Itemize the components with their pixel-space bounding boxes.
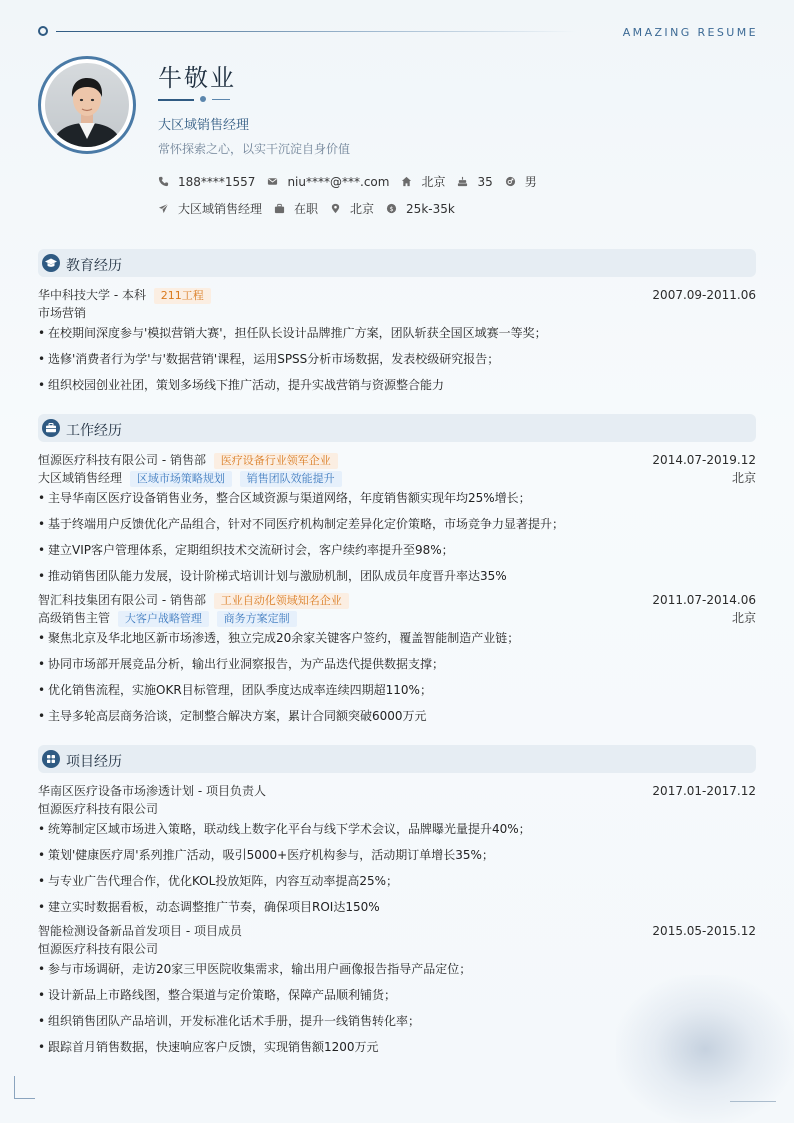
section-header-work [38,414,756,442]
grid-icon [42,750,60,768]
avatar [38,56,136,154]
phone-item [158,175,255,189]
location-item [401,173,445,190]
list-item: • 协同市场部开展竞品分析，输出行业洞察报告，为产品迭代提供数据支撑； [38,656,766,672]
svg-text:$: $ [389,204,394,213]
age-value: 35 [477,174,493,189]
section-header-projects [38,745,756,773]
job-city: 北京 [731,471,756,485]
target-position-item [158,200,262,217]
project-company-row [38,801,756,817]
cake-icon [457,176,468,187]
list-item: • 主导多轮高层商务洽谈，定制整合解决方案，累计合同额突破6000万元 [38,708,766,724]
footer-rule [730,1101,776,1102]
motto: 常怀探索之心，以实干沉淀自身价值 [158,142,351,156]
list-item: • 主导华南区医疗设备销售业务，整合区域资源与渠道网络，年度销售额实现年均25%增长； [38,490,766,506]
list-item: • 设计新品上市路线图，整合渠道与定价策略，保障产品顺利铺货； [38,987,766,1003]
project-name-role: 智能检测设备新品首发项目 - 项目成员 [38,924,242,938]
person-portrait-icon [45,63,129,147]
briefcase-icon [274,203,285,214]
skill-tag: 商务方案定制 [217,611,297,627]
section-title: 项目经历 [66,754,122,770]
status-value: 在职 [294,202,319,216]
project-company: 恒源医疗科技有限公司 [38,942,159,956]
target-city-item [330,200,374,217]
list-item: • 在校期间深度参与'模拟营销大赛'，担任队长设计品牌推广方案，团队斩获全国区域赛一等奖； [38,325,766,341]
mail-icon [267,176,278,187]
project-period: 2017.01-2017.12 [652,784,756,798]
major-row [38,305,756,321]
phone-value: 188****1557 [178,174,256,189]
job-position-row [38,610,756,626]
location-value: 北京 [421,175,446,189]
skill-tag: 销售团队效能提升 [240,471,342,487]
job-period: 2011.07-2014.06 [652,593,756,607]
job-city: 北京 [731,611,756,625]
briefcase-icon [42,419,60,437]
list-item: • 选修'消费者行为学'与'数据营销'课程，运用SPSS分析市场数据，发表校级研究报告； [38,351,766,367]
gender-icon [505,176,516,187]
list-item: • 统筹制定区域市场进入策略，联动线上数字化平台与线下学术会议，品牌曝光量提升40%； [38,821,766,837]
school-tag: 211工程 [154,288,211,304]
section-header-education [38,249,756,277]
job-period: 2014.07-2019.12 [652,453,756,467]
project-period: 2015.05-2015.12 [652,924,756,938]
list-item: • 基于终端用户反馈优化产品组合，针对不同医疗机构制定差异化定价策略，市场竞争力显著提升； [38,516,766,532]
job-header-row [38,592,756,608]
list-item: • 与专业广告代理合作，优化KOL投放矩阵，内容互动率提高25%； [38,873,766,889]
ring-ornament [38,26,48,36]
map-pin-icon [330,203,341,214]
job-header-row [38,452,756,468]
position: 高级销售主管 [38,611,111,625]
list-item: • 建立VIP客户管理体系，定期组织技术交流研讨会，客户续约率提升至98%； [38,542,766,558]
company-dept: 智汇科技集团有限公司 - 销售部 [38,593,206,607]
gender-item [505,173,537,190]
position: 大区域销售经理 [38,471,123,485]
money-icon [386,203,397,214]
list-item: • 聚焦北京及华北地区新市场渗透，独立完成20余家关键客户签约，覆盖智能制造产业链； [38,630,766,646]
corner-ornament [14,1076,35,1099]
list-item: • 参与市场调研，走访20家三甲医院收集需求，输出用户画像报告指导产品定位； [38,961,766,977]
avatar-photo [45,63,129,147]
contact-row [158,173,549,190]
education-header-row [38,287,756,303]
list-item: • 跟踪首月销售数据，快速响应客户反馈，实现销售额1200万元 [38,1039,766,1055]
job-position-row [38,470,756,486]
salary-value: 25k-35k [406,201,455,216]
brand-label: AMAZING RESUME [622,26,758,39]
target-city-value: 北京 [350,202,375,216]
company-tag: 工业自动化领域知名企业 [214,593,349,609]
list-item: • 组织校园创业社团，策划多场线下推广活动，提升实战营销与资源整合能力 [38,377,766,393]
list-item: • 组织销售团队产品培训，开发标准化话术手册，提升一线销售转化率； [38,1013,766,1029]
top-decoration [38,26,758,38]
target-position-value: 大区域销售经理 [178,202,263,216]
project-header-row [38,783,756,799]
send-icon [158,203,169,214]
gender-value: 男 [524,175,537,189]
company-dept: 恒源医疗科技有限公司 - 销售部 [38,453,206,467]
email-value: niu****@***.com [287,174,390,189]
project-name-role: 华南区医疗设备市场渗透计划 - 项目负责人 [38,784,266,798]
school-degree: 华中科技大学 - 本科 [38,288,146,302]
status-item [274,200,318,217]
skill-tag: 大客户战略管理 [118,611,209,627]
list-item: • 推动销售团队能力发展，设计阶梯式培训计划与激励机制，团队成员年度晋升率达35% [38,568,766,584]
list-item: • 优化销售流程，实施OKR目标管理，团队季度达成率连续四期超110%； [38,682,766,698]
salary-item [386,202,455,216]
major: 市场营销 [38,306,87,320]
home-icon [401,176,412,187]
candidate-name: 牛敬业 [158,64,236,92]
section-title: 教育经历 [66,258,122,274]
company-tag: 医疗设备行业领军企业 [214,453,338,469]
project-company-row [38,941,756,957]
section-title: 工作经历 [66,423,122,439]
list-item: • 建立实时数据看板，动态调整推广节奏，确保项目ROI达150% [38,899,766,915]
education-period: 2007.09-2011.06 [652,288,756,302]
age-item [457,175,492,189]
job-title: 大区域销售经理 [158,118,250,133]
name-underline-decoration [158,96,238,104]
phone-icon [158,176,169,187]
project-company: 恒源医疗科技有限公司 [38,802,159,816]
graduation-cap-icon [42,254,60,272]
project-header-row [38,923,756,939]
job-intent-row [158,200,467,217]
header-rule [56,31,576,32]
email-item [267,175,389,189]
list-item: • 策划'健康医疗周'系列推广活动，吸引5000+医疗机构参与，活动期订单增长35%； [38,847,766,863]
skill-tag: 区域市场策略规划 [130,471,232,487]
